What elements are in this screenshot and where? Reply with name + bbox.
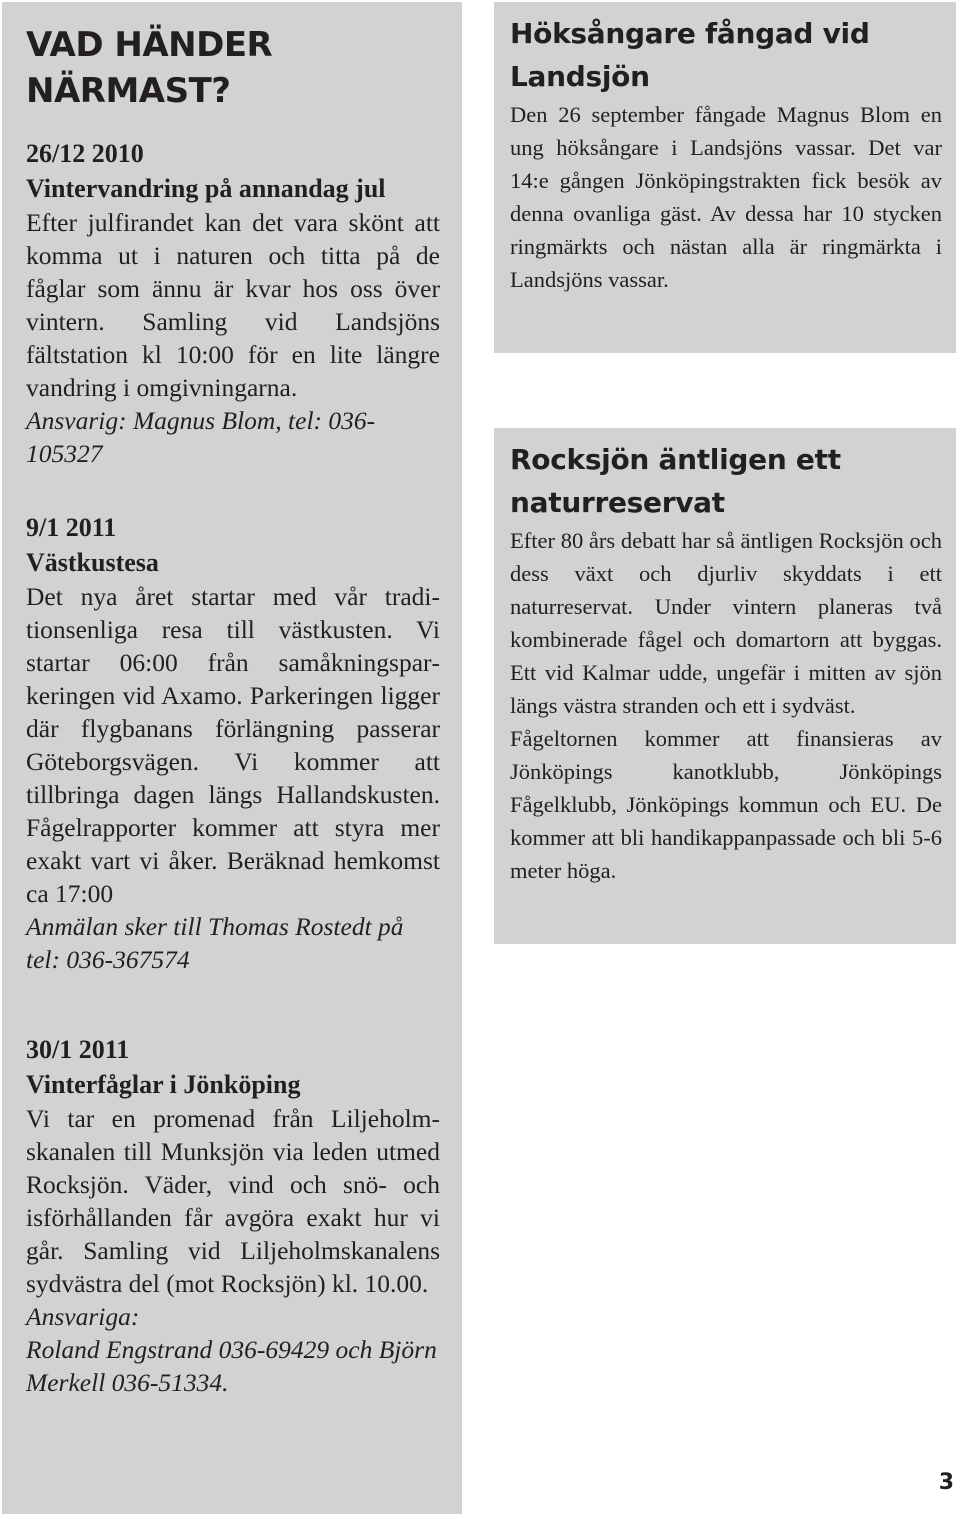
event-title: Västkustesa: [26, 548, 159, 577]
news-rocksjon: [494, 428, 956, 944]
event-date: 9/1 2011: [26, 513, 117, 542]
event-description: Det nya året startar med vår traditionsenliga resa till västkusten. Vi startar 06:00 från samåkningsparkeringen vid Axamo. Parkeringen ligger där flygbanans förlängning passerar Göteborgsvägen. Vi kommer att tillbringa dagen längs Hallandskusten. Fågelrapporter kommer att styra mer exakt vart vi åker. Beräknad hemkomst ca 17:00: [26, 582, 440, 908]
event-contact: Anmälan sker till Thomas Rostedt på tel: 036-367574: [26, 912, 404, 974]
event-contact: Roland Engstrand 036-69429 och Björn Merkell 036-51334.: [26, 1335, 437, 1397]
page-title: VAD HÄNDER NÄRMAST?: [26, 25, 273, 111]
events-panel: [2, 2, 462, 1514]
news-body: [510, 98, 942, 296]
event-description: Efter julfirandet kan det vara skönt att komma ut i naturen och titta på de fåglar som ännu är kvar hos oss över vintern. Samling vid Landsjöns fältstation kl 10:00 för en lite längre vandring i omgivningarna.: [26, 208, 440, 402]
event-vinterfaglar: [26, 1032, 440, 1399]
event-title: Vintervandring på annandag jul: [26, 174, 386, 203]
news-hoksangare: [494, 2, 956, 353]
event-title: Vinterfåglar i Jönköping: [26, 1070, 301, 1099]
event-contact: Ansvarig: Magnus Blom, tel: 036-105327: [26, 406, 376, 468]
event-vastkustesa: [26, 510, 440, 976]
news-body: [510, 524, 942, 887]
news-title: Rocksjön äntligen ett naturreservat: [510, 443, 841, 519]
event-contact-label: Ansvariga:: [26, 1302, 140, 1331]
news-paragraph: Fågeltornen kommer att finansieras av Jönköpings kanotklubb, Jönköpings Fågelklubb, Jönköpings kommun och EU. De kommer att bli handikappanpassade och bli 5-6 meter höga.: [510, 726, 942, 883]
event-date: 26/12 2010: [26, 139, 144, 168]
event-description: Vi tar en promenad från Liljeholmskanalen till Munksjön via leden utmed Rocksjön. Väder, vind och snö- och isförhållanden får avgöra exakt hur vi går. Samling vid Liljeholmskanalens sydvästra del (mot Rocksjön) kl. 10.00.: [26, 1104, 440, 1298]
news-paragraph: Den 26 september fångade Magnus Blom en ung höksångare i Landsjöns vassar. Det var 14:e gången Jönköpingstrakten fick besök av denna ovanliga gäst. Av dessa har 10 stycken ringmärkts och nästan alla är ringmärkta i Landsjöns vassar.: [510, 102, 942, 292]
news-paragraph: Efter 80 års debatt har så äntligen Rocksjön och dess växt och djurliv skyddats i ett naturreservat. Under vintern planeras två kombinerade fågel och domartorn att byggas. Ett vid Kalmar udde, ungefär i mitten av sjön längs västra stranden och ett i sydväst.: [510, 528, 942, 718]
event-date: 30/1 2011: [26, 1035, 130, 1064]
event-vintervandring: [26, 136, 440, 470]
news-title: Höksångare fångad vid Landsjön: [510, 17, 870, 93]
page-number: 3: [938, 1470, 954, 1495]
